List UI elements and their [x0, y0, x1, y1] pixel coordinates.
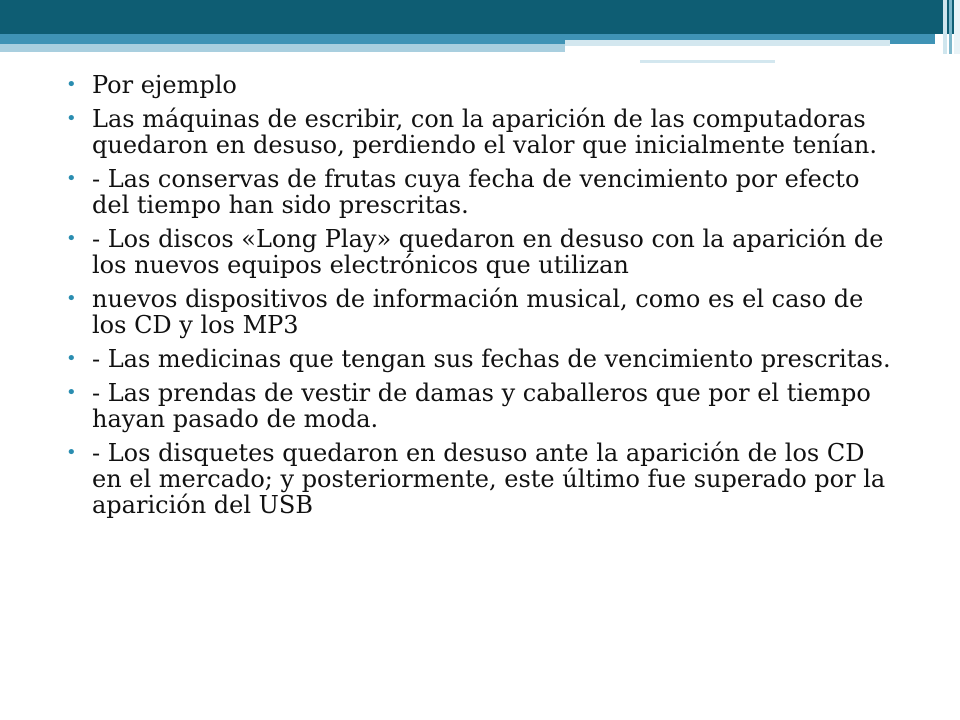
header-tail-line — [640, 60, 775, 63]
bullet-dot-icon: • — [66, 168, 77, 189]
bullet-item — [58, 72, 898, 98]
header-tail-strip — [565, 40, 890, 46]
bullet-dot-icon: • — [66, 228, 77, 249]
bullet-text: nuevos dispositivos de información musical, como es el caso de los CD y los MP3 — [92, 285, 864, 339]
bullet-text: - Las prendas de vestir de damas y caballeros que por el tiempo hayan pasado de moda. — [92, 379, 871, 433]
bullet-list — [58, 72, 898, 518]
bullet-text: - Las medicinas que tengan sus fechas de vencimiento prescritas. — [92, 345, 891, 373]
header-light-strip — [0, 44, 565, 52]
bullet-text: - Los disquetes quedaron en desuso ante la aparición de los CD en el mercado; y posteriormente, este último fue superado por la aparición del USB — [92, 439, 886, 519]
bullet-text: - Los discos «Long Play» quedaron en desuso con la aparición de los nuevos equipos electrónicos que utilizan — [92, 225, 884, 279]
bullet-item — [58, 286, 898, 338]
bullet-item — [58, 106, 898, 158]
bullet-item — [58, 380, 898, 432]
bullet-item — [58, 226, 898, 278]
slide-body — [58, 72, 898, 526]
header-band — [0, 0, 960, 34]
bullet-dot-icon: • — [66, 382, 77, 403]
bullet-text: Las máquinas de escribir, con la aparición de las computadoras quedaron en desuso, perdiendo el valor que inicialmente tenían. — [92, 105, 877, 159]
bullet-dot-icon: • — [66, 108, 77, 129]
bullet-text: Por ejemplo — [92, 71, 237, 99]
bullet-dot-icon: • — [66, 348, 77, 369]
bullet-item — [58, 346, 898, 372]
bullet-dot-icon: • — [66, 288, 77, 309]
bullet-dot-icon: • — [66, 442, 77, 463]
bullet-dot-icon: • — [66, 74, 77, 95]
bullet-item — [58, 440, 898, 518]
bullet-text: - Las conservas de frutas cuya fecha de vencimiento por efecto del tiempo han sido prescritas. — [92, 165, 860, 219]
bullet-item — [58, 166, 898, 218]
header-edge-decoration — [934, 0, 960, 54]
